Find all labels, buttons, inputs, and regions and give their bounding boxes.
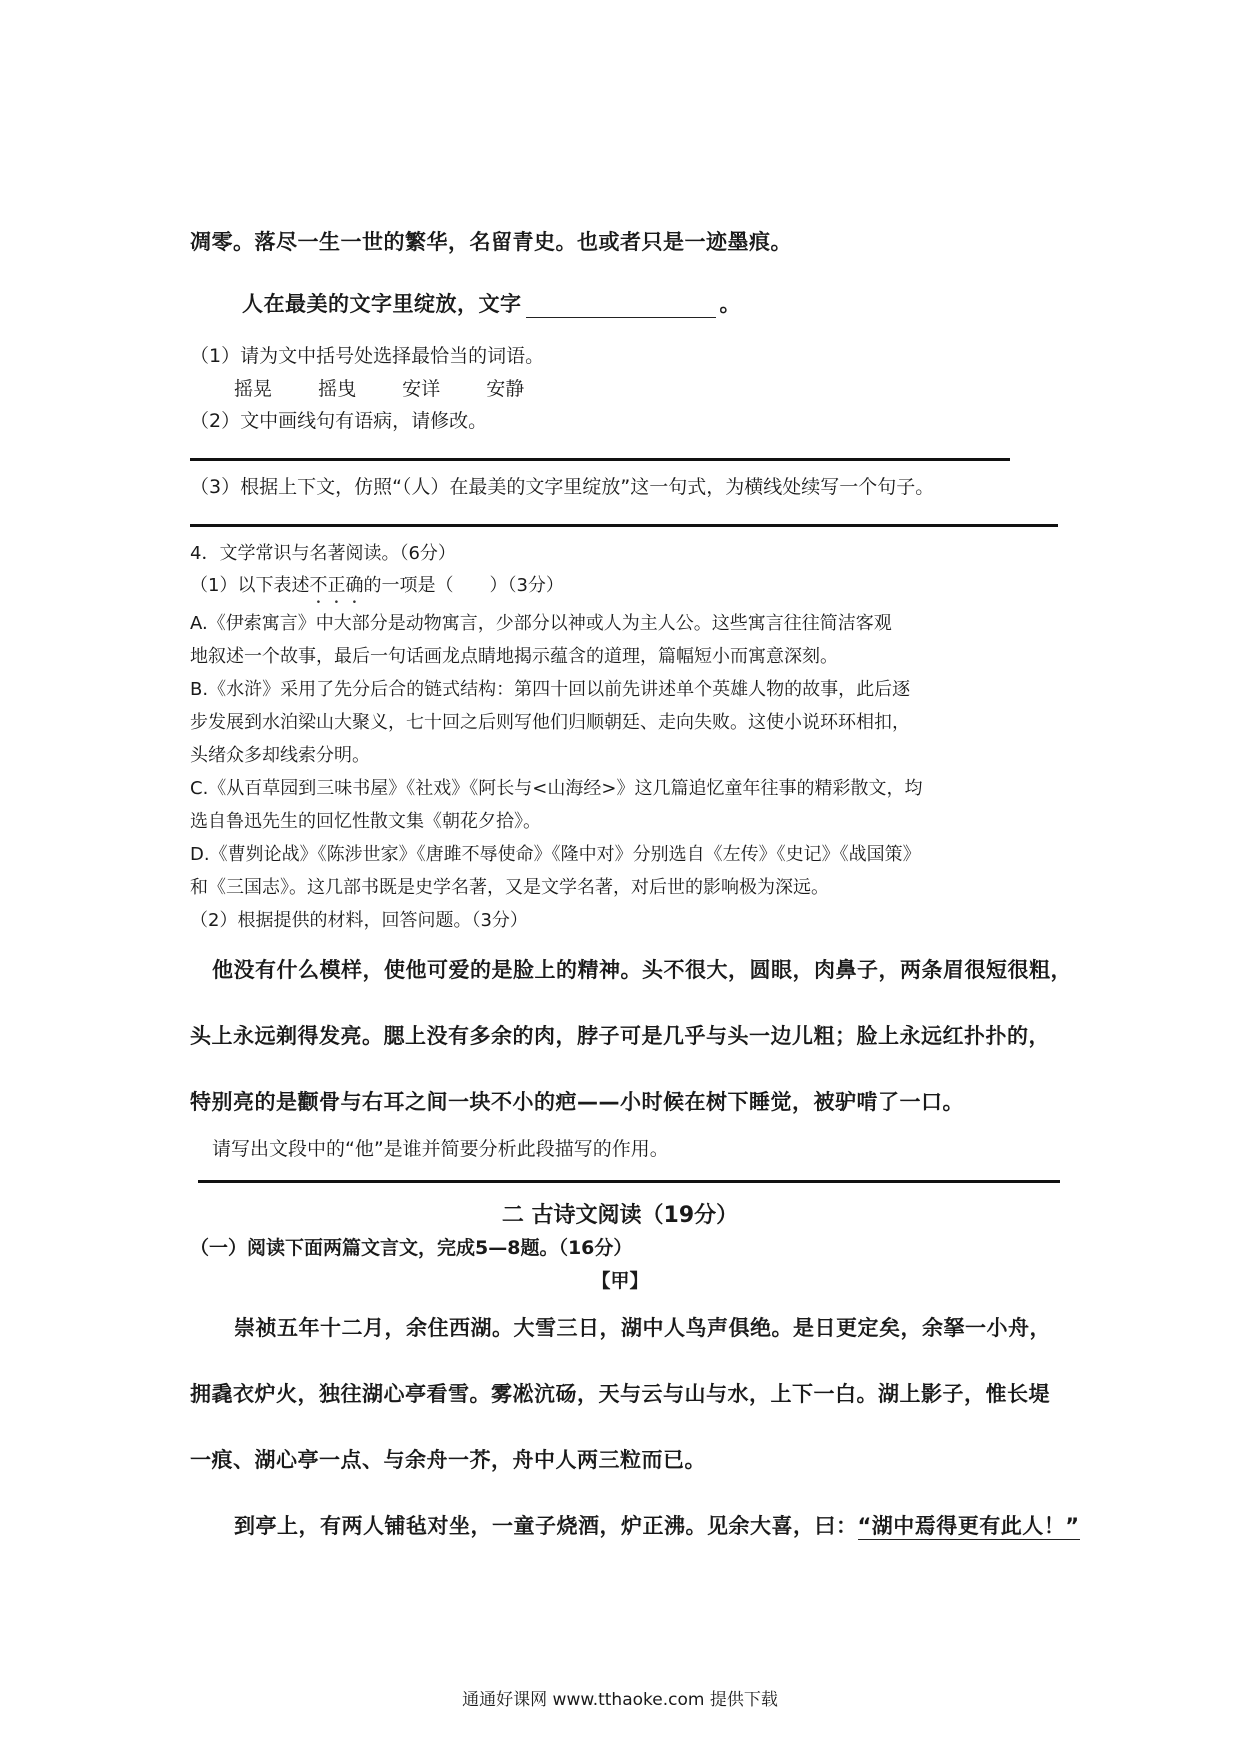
question-1: （1）请为文中括号处选择最恰当的词语。	[190, 345, 545, 367]
question-2: （2）文中画线句有语病，请修改。	[190, 410, 488, 432]
section-title: 二 古诗文阅读（19分）	[501, 1203, 739, 1228]
classical-line-1: 崇祯五年十二月，余住西湖。大雪三日，湖中人鸟声俱绝。是日更定矣，余拏一小舟，	[234, 1316, 1051, 1340]
footer-credit: 通通好课网 www.tthaoke.com 提供下载	[462, 1690, 778, 1710]
question-4-2: （2）根据提供的材料，回答问题。（3分）	[190, 910, 528, 931]
section-instructions: （一）阅读下面两篇文言文，完成5—8题。（16分）	[190, 1237, 633, 1259]
continuation-blank[interactable]	[526, 295, 716, 318]
option-word: 摇曳	[318, 378, 357, 400]
underlined-quote: “湖中焉得更有此人！”	[857, 1514, 1080, 1538]
answer-line	[190, 458, 1010, 461]
option-d-line-2: 和《三国志》。这几部书既是史学名著，又是文学名著，对后世的影响极为深远。	[190, 877, 829, 898]
excerpt-prompt: 请写出文段中的“他”是谁并简要分析此段描写的作用。	[212, 1138, 669, 1160]
classical-line-3: 一痕、湖心亭一点、与余舟一芥，舟中人两三粒而已。	[190, 1448, 706, 1472]
passage-line-withered: 凋零。落尽一生一世的繁华，名留青史。也或者只是一迹墨痕。	[190, 230, 792, 254]
excerpt-line-3: 特别亮的是颧骨与右耳之间一块不小的疤——小时候在树下睡觉，被驴啃了一口。	[190, 1090, 964, 1114]
excerpt-line-2: 头上永远剃得发亮。腮上没有多余的肉，脖子可是几乎与头一边儿粗；脸上永远红扑扑的，	[190, 1024, 1050, 1048]
classical-line-4	[234, 1510, 1080, 1540]
option-b-line-3: 头绪众多却线索分明。	[190, 745, 370, 766]
option-c-line-2: 选自鲁迅先生的回忆性散文集《朝花夕拾》。	[190, 811, 541, 832]
q4-1-start: （1）以下表述	[190, 575, 310, 596]
option-d-line-1: D.《曹刿论战》《陈涉世家》《唐雎不辱使命》《隆中对》分别选自《左传》《史记》《战国策》	[190, 844, 921, 865]
question-4-heading: 4．文学常识与名著阅读。（6分）	[190, 543, 456, 564]
question-3: （3）根据上下文，仿照“（人）在最美的文字里绽放”这一句式，为横线处续写一个句子。	[190, 476, 935, 498]
classical-line-4-text: 到亭上，有两人铺毡对坐，一童子烧酒，炉正沸。见余大喜，曰：	[234, 1514, 858, 1538]
option-word: 安详	[402, 378, 441, 400]
passage-jia-label: 【甲】	[591, 1270, 649, 1292]
emphasis-char: 正	[327, 575, 346, 596]
bloom-prefix: 人在最美的文字里绽放，文字	[242, 292, 522, 316]
option-b-line-2: 步发展到水泊梁山大聚义，七十回之后则写他们归顺朝廷、走向失败。这使小说环环相扣，	[190, 712, 910, 733]
option-b-line-1: B.《水浒》采用了先分后合的链式结构：第四十回以前先讲述单个英雄人物的故事，此后逐	[190, 679, 911, 700]
bloom-suffix: 。	[719, 292, 741, 316]
excerpt-line-1: 他没有什么模样，使他可爱的是脸上的精神。头不很大，圆眼，肉鼻子，两条眉很短很粗，	[212, 958, 1072, 982]
option-a-line-2: 地叙述一个故事，最后一句话画龙点睛地揭示蕴含的道理，篇幅短小而寓意深刻。	[190, 646, 838, 667]
classical-line-2: 拥毳衣炉火，独往湖心亭看雪。雾凇沆砀，天与云与山与水，上下一白。湖上影子，惟长堤	[190, 1382, 1050, 1406]
bloom-sentence	[242, 288, 741, 318]
option-a-line-1: A.《伊索寓言》中大部分是动物寓言，少部分以神或人为主人公。这些寓言往往简洁客观	[190, 613, 892, 634]
option-c-line-1: C.《从百草园到三味书屋》《社戏》《阿长与<山海经>》这几篇追忆童年往事的精彩散文，均	[190, 778, 923, 799]
option-word: 摇晃	[234, 378, 273, 400]
q4-1-end: 的一项是（ ）（3分）	[363, 575, 564, 596]
emphasis-char: 不	[309, 575, 328, 596]
answer-line	[198, 1180, 1060, 1183]
answer-line	[190, 524, 1058, 527]
option-word: 安静	[486, 378, 525, 400]
question-4-1	[190, 571, 564, 597]
emphasis-char: 确	[345, 575, 364, 596]
word-options	[234, 374, 564, 401]
